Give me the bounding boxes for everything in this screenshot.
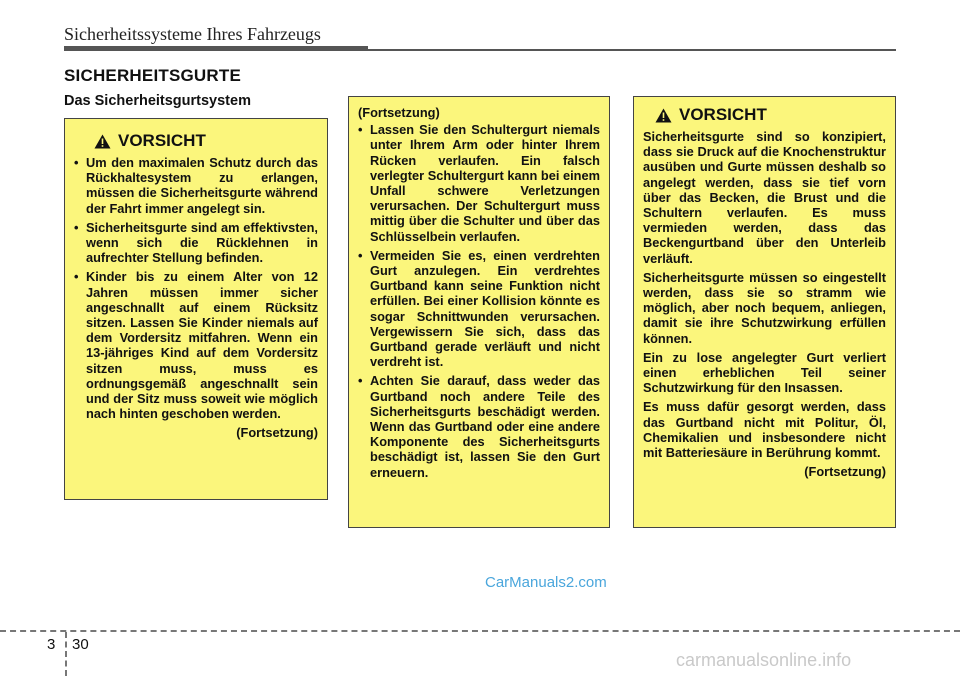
caution-box-1 (64, 118, 328, 500)
section-subtitle: Das Sicherheitsgurtsystem (64, 93, 251, 109)
running-header: Sicherheitssysteme Ihres Fahrzeugs (64, 24, 321, 44)
caution-paragraph: Sicherheitsgurte müssen so eingestellt werden, dass sie so stramm wie möglich, aber noch bequem, anliegen, damit sie ihre Schutzwirkung erfüllen können. (643, 269, 886, 346)
warning-triangle-icon (655, 108, 672, 123)
list-item: • Achten Sie darauf, dass weder das Gurtband noch andere Teile des Sicherheitsgurts beschädigt werden. Wenn das Gurtband oder eine andere Komponente des Sicherheitsgurts beschädigt ist, lassen Sie den Gurt erneuern. (358, 373, 600, 479)
caution-list-1 (74, 155, 318, 421)
caution-paragraph: Ein zu lose angelegter Gurt verliert einen erheblichen Teil seiner Schutzwirkung für den Insassen. (643, 349, 886, 396)
list-item: • Lassen Sie den Schultergurt niemals unter Ihrem Arm oder hinter Ihrem Rücken verlaufen. Ein falsch verlegter Schultergurt kann bei einem Unfall schwere Verletzungen verursachen. Der Schultergurt muss mittig über die Schulter und über das Schlüsselbein verlaufen. (358, 122, 600, 244)
list-item: • Um den maximalen Schutz durch das Rückhaltesystem zu erlangen, müssen die Sicherheitsgurte während der Fahrt immer angelegt sin. (74, 155, 318, 216)
caution-list-2 (358, 122, 600, 480)
footer-divider (65, 632, 67, 676)
list-item: • Vermeiden Sie es, einen verdrehten Gurt anzulegen. Ein verdrehtes Gurtband kann seine Funktion nicht erfüllen. Bei einer Kollision könnte es sogar Schnittwunden verursachen. Vergewissern Sie sich, dass das Gurtband gerade verläuft und nicht verdreht ist. (358, 248, 600, 370)
caution-heading (74, 131, 318, 151)
continued-label: (Fortsetzung) (236, 425, 318, 441)
list-item: • Kinder bis zu einem Alter von 12 Jahren müssen immer sicher angeschnallt auf einem Rücksitz sitzen. Lassen Sie Kinder niemals auf dem Vordersitz mitfahren. Wenn ein 13-jähriges Kind auf dem Vordersitz sitzen muss, muss es ordnungsgemäß angeschnallt sein und der Sitz muss soweit wie möglich nach hinten geschoben werden. (74, 269, 318, 421)
continued-label-top: (Fortsetzung) (358, 105, 440, 120)
caution-heading (643, 105, 886, 125)
caution-paragraph: Es muss dafür gesorgt werden, dass das Gurtband nicht mit Politur, Öl, Chemikalien und insbesondere nicht mit Batteriesäure in Berührung kommt. (643, 399, 886, 461)
continued-label: (Fortsetzung) (804, 464, 886, 480)
warning-triangle-icon (94, 134, 111, 149)
caution-heading-text: VORSICHT (679, 105, 767, 124)
header-rule-thick (64, 46, 368, 51)
header-rule-thin (368, 49, 896, 51)
page-number: 30 (72, 636, 89, 653)
caution-heading-text: VORSICHT (118, 131, 206, 150)
footer-rule (0, 630, 960, 632)
list-item: • Sicherheitsgurte sind am effektivsten, wenn sich die Rücklehnen in aufrechter Stellung befinden. (74, 220, 318, 266)
watermark-link[interactable]: CarManuals2.com (485, 574, 607, 591)
caution-box-3 (633, 96, 896, 528)
chapter-number: 3 (47, 636, 56, 653)
caution-box-2 (348, 96, 610, 528)
section-title: SICHERHEITSGURTE (64, 66, 241, 85)
site-watermark: carmanualsonline.info (676, 650, 852, 670)
caution-paragraph: Sicherheitsgurte sind so konzipiert, dass sie Druck auf die Knochenstruktur ausüben und Gurte müssen deshalb so angelegt werden, dass sie tief vorn über das Becken, die Brust und die Schultern verlaufen. Es muss vermieden werden, dass das Beckengurtband über den Unterleib verläuft. (643, 129, 886, 266)
